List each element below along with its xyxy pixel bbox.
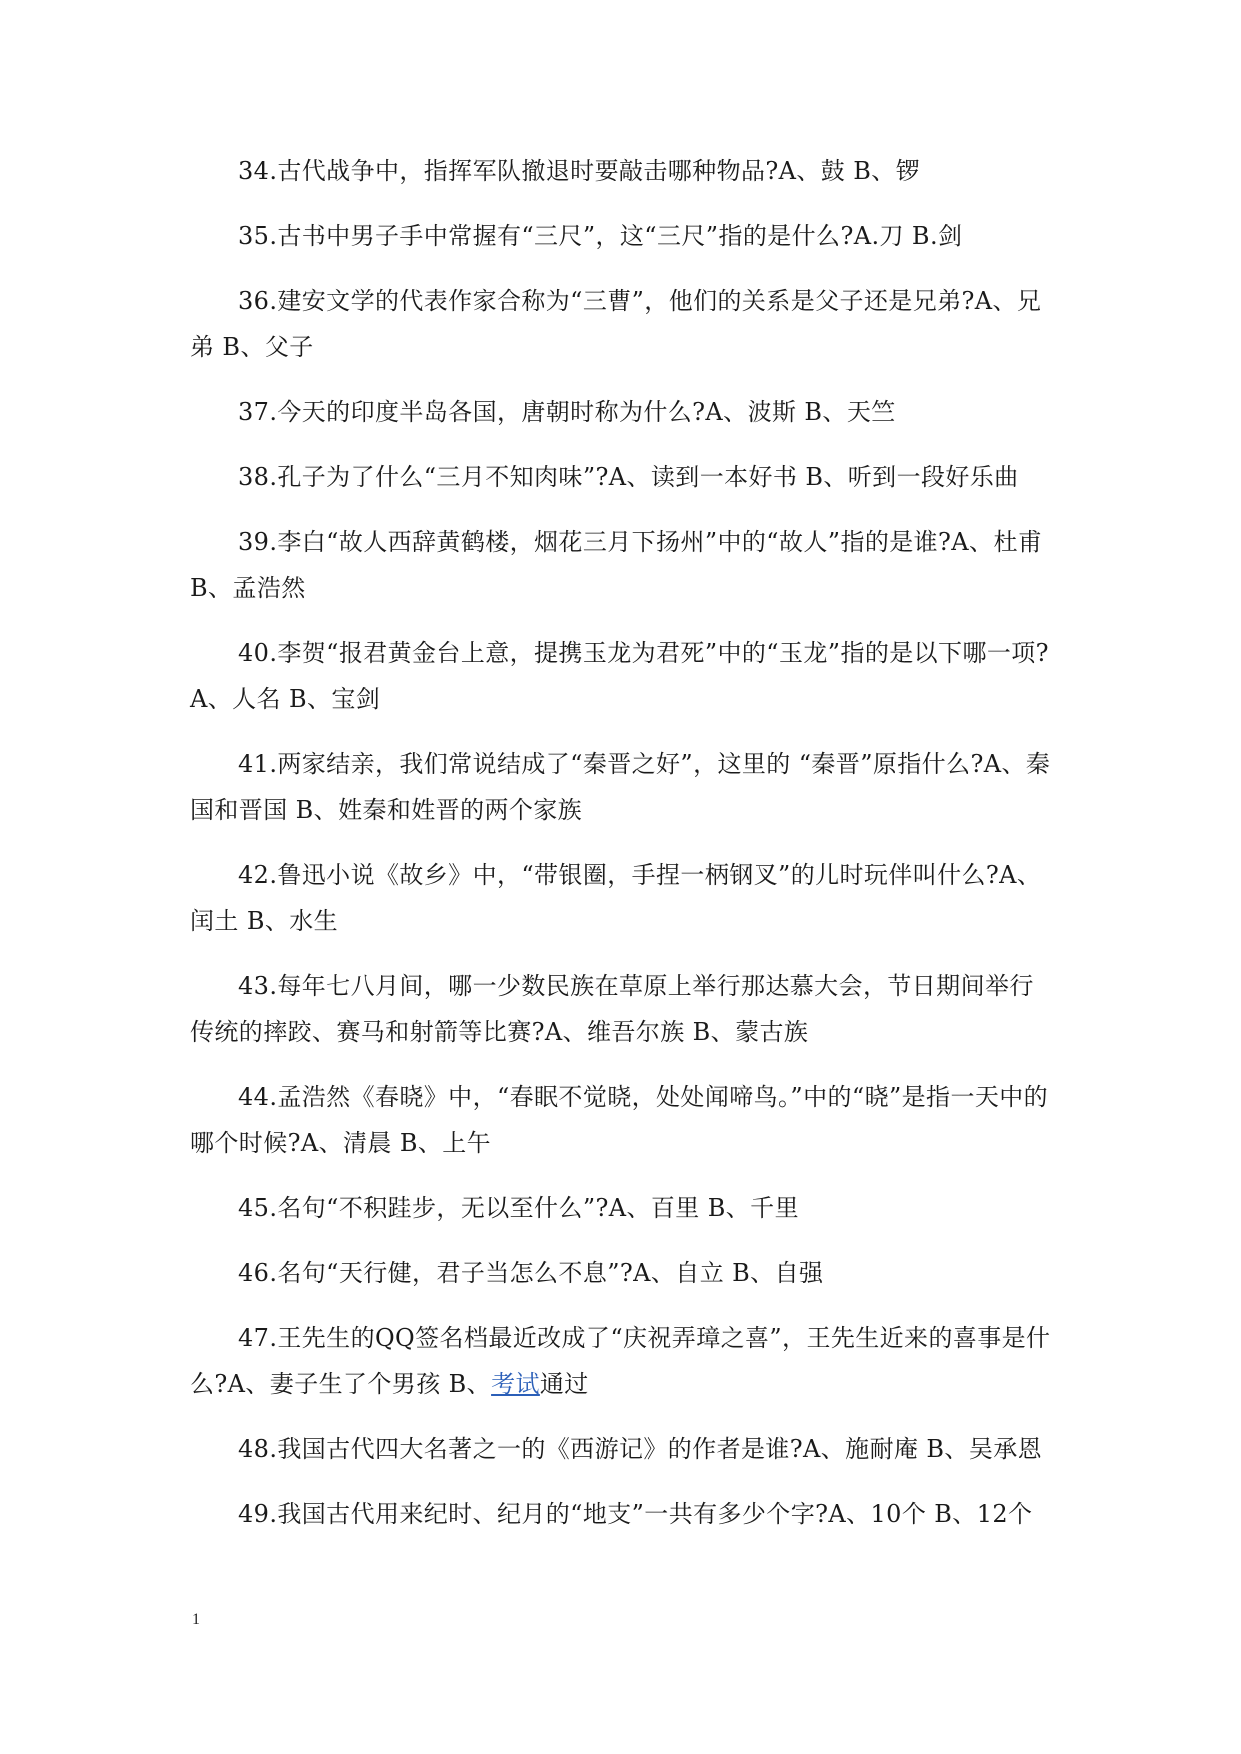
question-47 [190, 1315, 1058, 1407]
question-41: 41.两家结亲，我们常说结成了“秦晋之好”，这里的 “秦晋”原指什么?A、秦国和晋国 B、姓秦和姓晋的两个家族 [190, 750, 1051, 824]
question-47-text-before: 47.王先生的QQ签名档最近改成了“庆祝弄璋之喜”，王先生近来的喜事是什么?A、妻子生了个男孩 B、 [190, 1324, 1051, 1398]
question-list [190, 148, 1058, 1556]
question-45: 45.名句“不积跬步，无以至什么”?A、百里 B、千里 [238, 1194, 799, 1222]
question-46: 46.名句“天行健，君子当怎么不息”?A、自立 B、自强 [238, 1259, 824, 1287]
question-43: 43.每年七八月间，哪一少数民族在草原上举行那达慕大会，节日期间举行传统的摔跤、赛马和射箭等比赛?A、维吾尔族 B、蒙古族 [190, 972, 1034, 1046]
question-38: 38.孔子为了什么“三月不知肉味”?A、读到一本好书 B、听到一段好乐曲 [238, 463, 1019, 491]
question-36: 36.建安文学的代表作家合称为“三曹”，他们的关系是父子还是兄弟?A、兄弟 B、父子 [190, 287, 1042, 361]
question-44: 44.孟浩然《春晓》中，“春眠不觉晓，处处闻啼鸟。”中的“晓”是指一天中的哪个时候?A、清晨 B、上午 [190, 1083, 1049, 1157]
question-35: 35.古书中男子手中常握有“三尺”，这“三尺”指的是什么?A.刀 B.剑 [238, 222, 963, 250]
question-37: 37.今天的印度半岛各国，唐朝时称为什么?A、波斯 B、天竺 [238, 398, 896, 426]
question-42: 42.鲁迅小说《故乡》中，“带银圈，手捏一柄钢叉”的儿时玩伴叫什么?A、闰土 B、水生 [190, 861, 1042, 935]
question-49: 49.我国古代用来纪时、纪月的“地支”一共有多少个字?A、10个 B、12个 [238, 1500, 1033, 1528]
question-48: 48.我国古代四大名著之一的《西游记》的作者是谁?A、施耐庵 B、吴承恩 [238, 1435, 1043, 1463]
page-number: 1 [192, 1611, 200, 1628]
question-34: 34.古代战争中，指挥军队撤退时要敲击哪种物品?A、鼓 B、锣 [238, 157, 921, 185]
question-47-text-after: 通过 [539, 1370, 589, 1398]
exam-link[interactable]: 考试 [491, 1370, 540, 1398]
question-39: 39.李白“故人西辞黄鹤楼，烟花三月下扬州”中的“故人”指的是谁?A、杜甫 B、孟浩然 [190, 528, 1043, 602]
question-40: 40.李贺“报君黄金台上意，提携玉龙为君死”中的“玉龙”指的是以下哪一项?A、人名 B、宝剑 [190, 639, 1049, 713]
